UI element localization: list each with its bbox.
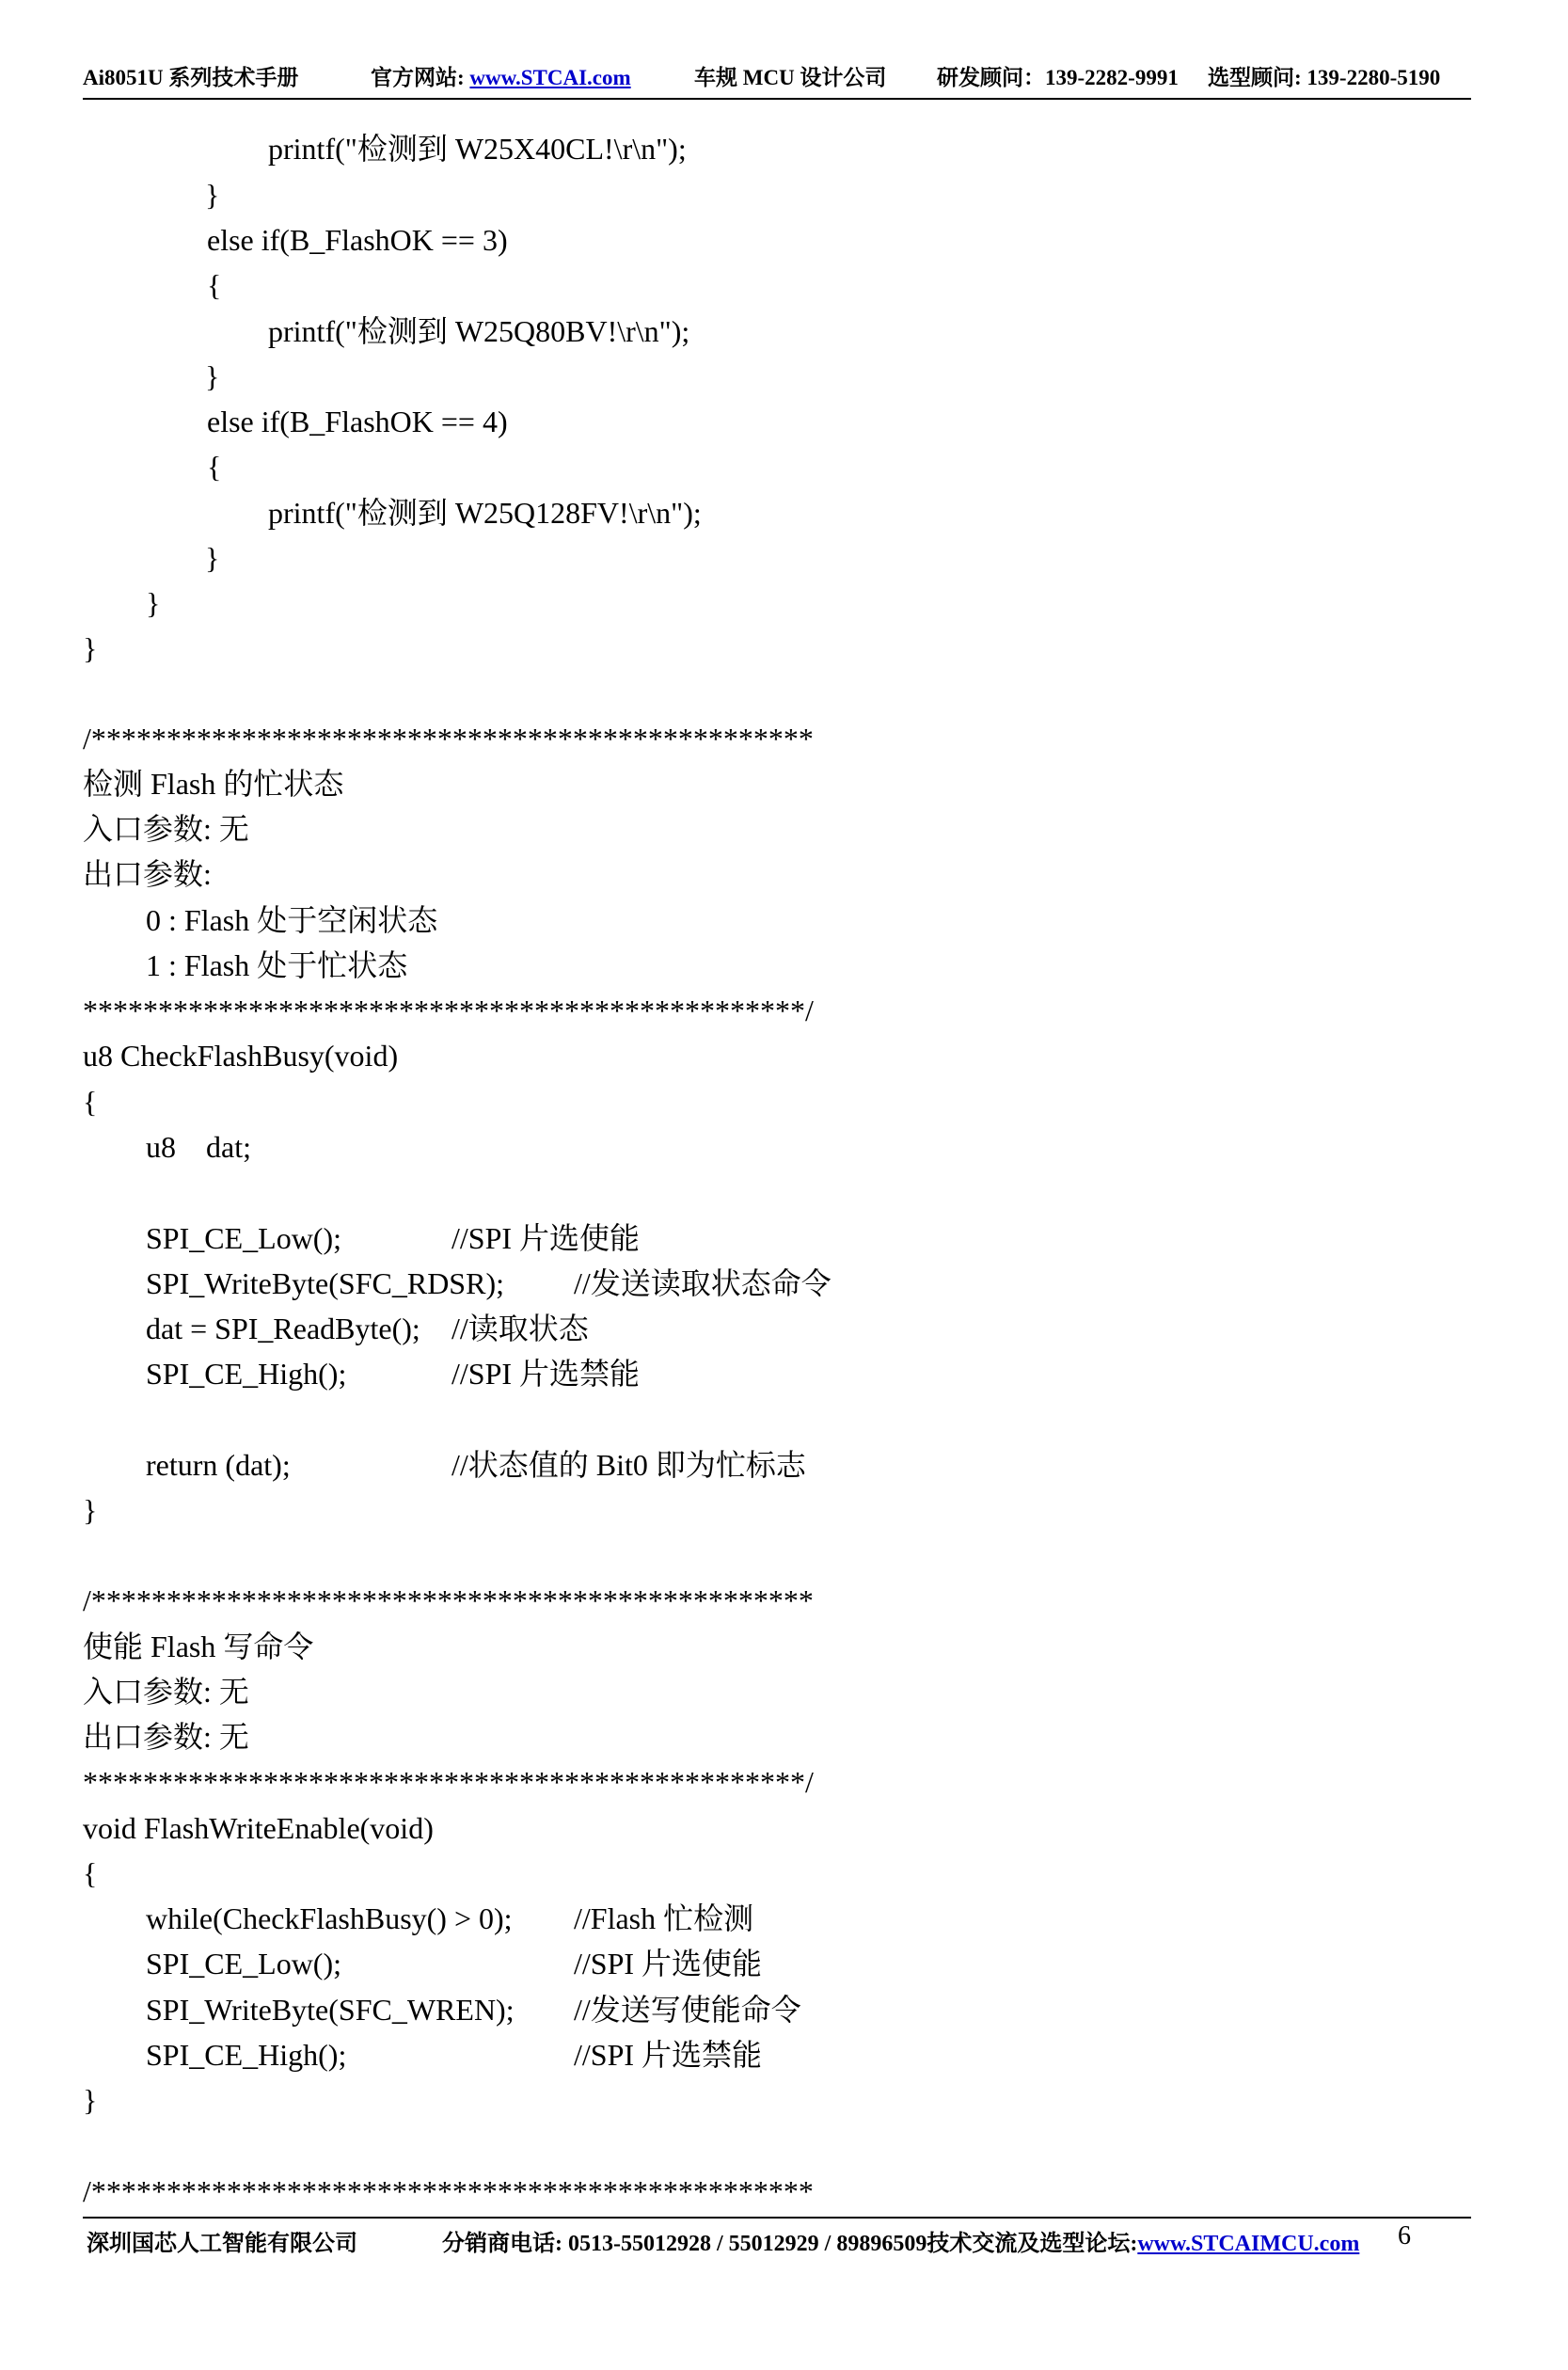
footer-company: 深圳国芯人工智能有限公司 (87, 2232, 357, 2256)
code-text: SPI_WriteByte(SFC_WREN); (146, 1993, 515, 2027)
code-comment: //Flash 忙检测 (574, 1901, 754, 1935)
code-text: /************************************************ (83, 722, 814, 756)
code-text: ************************************************/ (83, 1765, 814, 1799)
code-text: SPI_CE_High(); (146, 1357, 347, 1391)
code-text: { (83, 1085, 98, 1119)
code-line (83, 1851, 97, 1896)
code-line (83, 2077, 97, 2123)
code-comment: //SPI 片选禁能 (451, 1357, 641, 1391)
selection-contact: 选型顾问: 139-2280-5190 (1208, 66, 1441, 89)
code-text: } (205, 359, 220, 393)
code-text: SPI_CE_Low(); (146, 1221, 341, 1255)
code-text: SPI_WriteByte(SFC_RDSR); (146, 1266, 504, 1300)
code-line (268, 490, 702, 535)
code-line (83, 626, 97, 671)
code-line (83, 1714, 249, 1759)
code-line (207, 444, 221, 489)
code-text: dat = SPI_ReadByte(); (146, 1312, 420, 1345)
code-line (207, 217, 508, 262)
code-line (146, 1306, 589, 1351)
code-line (146, 1941, 763, 1986)
code-line (83, 1487, 97, 1533)
code-line (146, 1442, 806, 1487)
code-text: } (205, 541, 220, 575)
code-text: void FlashWriteEnable(void) (83, 1811, 434, 1845)
code-line (83, 1079, 97, 1124)
code-text: u8 dat; (146, 1130, 251, 1164)
code-line (83, 761, 343, 806)
code-line (146, 2032, 763, 2077)
code-line (83, 988, 814, 1033)
code-line (83, 851, 212, 897)
code-line (146, 1261, 832, 1306)
distributor-phones: 分销商电话: 0513-55012928 / 55012929 / 89896509技术交流及选型论坛: (442, 2232, 1138, 2256)
code-line (83, 1624, 313, 1669)
page-footer (83, 2221, 1471, 2262)
code-line (83, 1033, 398, 1078)
code-text: printf("检测到 W25Q128FV!\r\n"); (268, 496, 702, 530)
code-line (146, 1896, 754, 1941)
code-line (146, 581, 160, 626)
code-text: while(CheckFlashBusy() > 0); (146, 1901, 513, 1935)
company-tag: 车规 MCU 设计公司 (694, 66, 887, 89)
code-line (146, 1987, 801, 2032)
code-line (83, 2169, 814, 2214)
code-text: 出口参数: (83, 857, 212, 891)
code-line (207, 262, 221, 308)
code-text: 出口参数: 无 (83, 1720, 249, 1754)
code-text: 0 : Flash 处于空闲状态 (146, 903, 438, 937)
code-text: { (207, 268, 222, 302)
code-comment: //状态值的 Bit0 即为忙标志 (451, 1448, 806, 1482)
code-text: } (83, 631, 98, 665)
code-text: return (dat); (146, 1448, 291, 1482)
code-line (146, 943, 407, 988)
code-line (83, 1578, 814, 1623)
code-text: SPI_CE_Low(); (146, 1947, 341, 1980)
code-text: 1 : Flash 处于忙状态 (146, 948, 408, 982)
code-line (268, 309, 689, 354)
code-text: } (205, 178, 220, 212)
forum-link[interactable]: www.STCAIMCU.com (1137, 2232, 1360, 2256)
code-text: } (83, 2083, 98, 2117)
code-line (205, 535, 219, 581)
code-text: else if(B_FlashOK == 3) (207, 223, 508, 257)
code-text: 入口参数: 无 (83, 812, 249, 846)
code-comment: //SPI 片选使能 (451, 1221, 641, 1255)
footer-contact (442, 2224, 1359, 2257)
code-line (207, 399, 508, 444)
code-text: else if(B_FlashOK == 4) (207, 405, 508, 438)
code-comment: //SPI 片选禁能 (574, 2038, 763, 2072)
code-line (146, 1124, 251, 1169)
code-line (205, 354, 219, 399)
code-line (205, 172, 219, 217)
site-label: 官方网站: (371, 66, 470, 89)
code-line (146, 898, 437, 943)
code-line (268, 126, 687, 171)
code-text: 入口参数: 无 (83, 1675, 249, 1709)
code-line (146, 1216, 641, 1261)
page-number: 6 (1398, 2221, 1411, 2251)
code-text: 使能 Flash 写命令 (83, 1630, 314, 1663)
code-comment: //读取状态 (451, 1312, 589, 1345)
code-line (146, 1351, 641, 1396)
manual-title: Ai8051U 系列技术手册 (83, 66, 299, 89)
code-line (83, 1805, 434, 1851)
code-text: /************************************************ (83, 2174, 814, 2208)
code-text: printf("检测到 W25X40CL!\r\n"); (268, 132, 687, 166)
code-comment: //发送读取状态命令 (574, 1266, 832, 1300)
code-text: u8 CheckFlashBusy(void) (83, 1039, 399, 1073)
code-text: SPI_CE_High(); (146, 2038, 347, 2072)
code-text: } (83, 1493, 98, 1527)
rd-contact: 研发顾问：139-2282-9991 (937, 66, 1179, 89)
footer-rule (83, 2217, 1471, 2219)
code-comment: //发送写使能命令 (574, 1993, 801, 2027)
code-text: ************************************************/ (83, 994, 814, 1027)
code-line (83, 806, 249, 851)
code-text: 检测 Flash 的忙状态 (83, 767, 344, 801)
code-comment: //SPI 片选使能 (574, 1947, 763, 1980)
code-line (83, 716, 814, 761)
site-link[interactable]: www.STCAI.com (469, 66, 631, 89)
code-text: } (146, 586, 161, 620)
code-line (83, 1669, 249, 1714)
code-text: printf("检测到 W25Q80BV!\r\n"); (268, 314, 690, 348)
code-line (83, 1759, 814, 1805)
code-text: { (207, 450, 222, 484)
code-text: /************************************************ (83, 1583, 814, 1617)
code-text: { (83, 1856, 98, 1890)
